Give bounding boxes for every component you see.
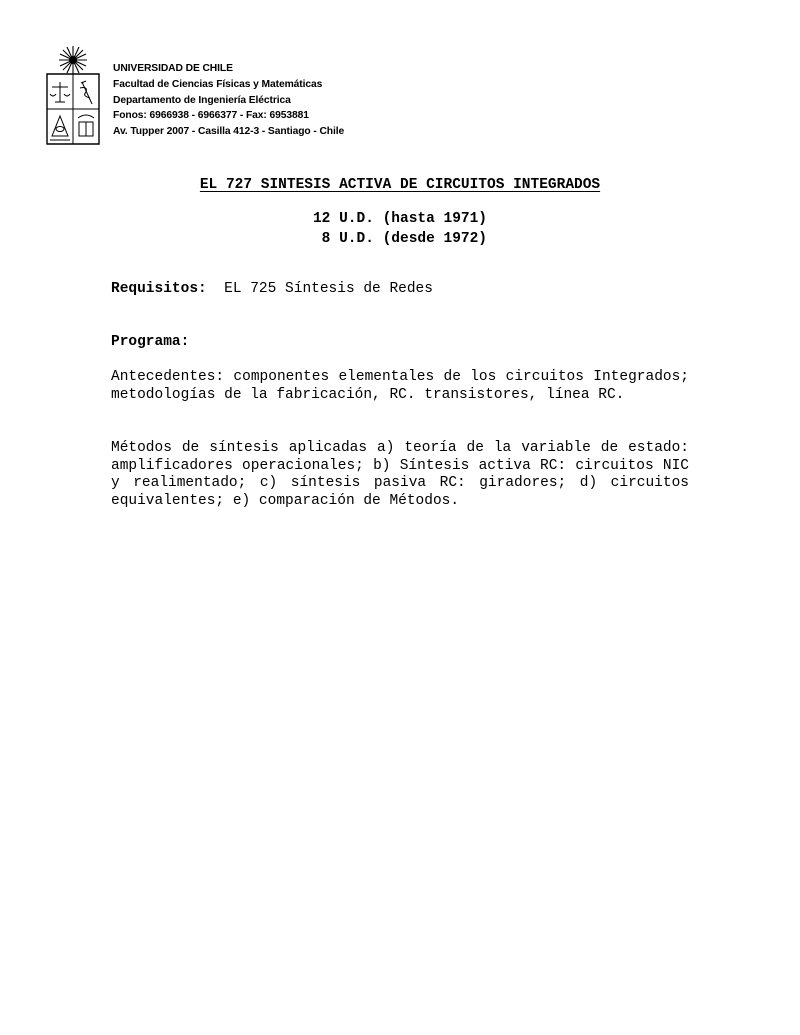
address: Av. Tupper 2007 - Casilla 412-3 - Santiago - Chile xyxy=(113,126,345,138)
credits-line-1: 12 U.D. (hasta 1971) xyxy=(312,211,488,227)
university-crest-logo xyxy=(44,44,102,148)
course-title-text: EL 727 SINTESIS ACTIVA DE CIRCUITOS INTEGRADOS xyxy=(199,177,601,193)
letterhead xyxy=(44,44,444,150)
credits-line-2: 8 U.D. (desde 1972) xyxy=(312,230,488,247)
institution-block xyxy=(113,61,344,140)
course-credits xyxy=(0,210,800,249)
phone-fax: Fonos: 6966938 - 6966377 - Fax: 6953881 xyxy=(113,110,309,122)
programa-paragraph-1: Antecedentes: componentes elementales de los circuitos Integrados; metodologías de la fabricación, RC. transistores, línea RC. xyxy=(111,369,689,403)
programa-paragraph-2: Métodos de síntesis aplicadas a) teoría de la variable de estado: amplificadores operacionales; b) Síntesis activa RC: circuitos NIC y realimentado; c) síntesis pasiva RC: giradores; d) circuitos equivalentes; e) comparación de Métodos. xyxy=(111,440,689,509)
requisitos-value: EL 725 Síntesis de Redes xyxy=(224,281,433,297)
programa-label: Programa: xyxy=(111,334,190,350)
course-title xyxy=(0,175,800,195)
university-name: UNIVERSIDAD DE CHILE xyxy=(113,63,233,74)
requisitos-line xyxy=(111,281,689,299)
department-name: Departamento de Ingeniería Eléctrica xyxy=(113,94,291,106)
faculty-name: Facultad de Ciencias Físicas y Matemáticas xyxy=(113,78,323,90)
requisitos-label: Requisitos: xyxy=(111,281,207,297)
